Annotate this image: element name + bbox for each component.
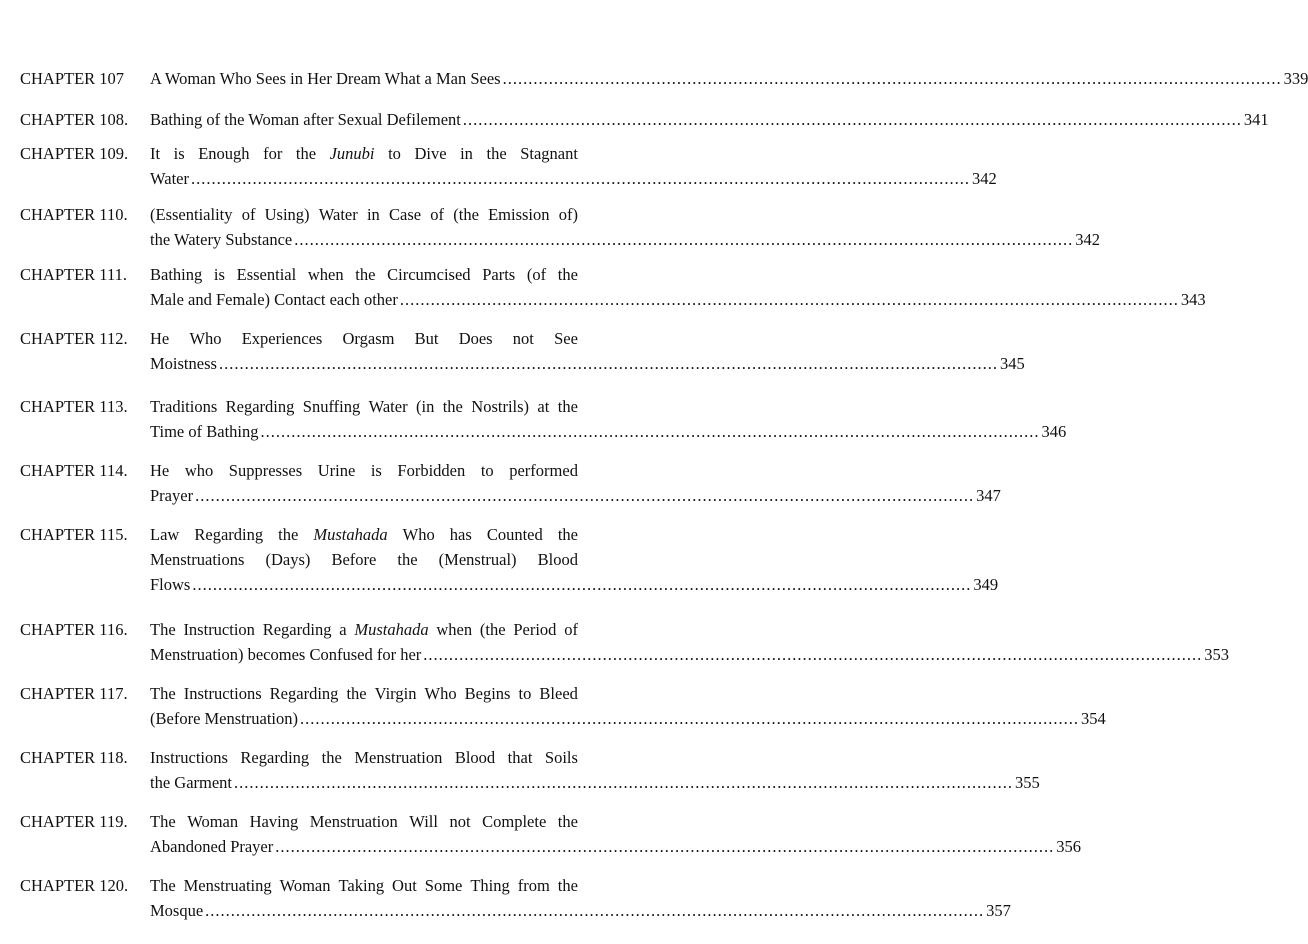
dot-leader: ........................................................................................................................................................ [195,486,975,505]
title-line: He Who Experiences Orgasm But Does not See [150,329,578,348]
title-line: The Instruction Regarding a Mustahada when (the Period of [150,620,578,639]
title-line: The Instructions Regarding the Virgin Who Begins to Bleed [150,684,578,703]
chapter-title [150,873,1011,923]
title-text: Prayer [150,486,194,505]
chapter-title [150,522,999,597]
dot-leader: ........................................................................................................................................................ [275,837,1055,856]
title-line: Instructions Regarding the Menstruation Blood that Soils [150,748,578,767]
chapter-title [150,617,1230,667]
title-line: He who Suppresses Urine is Forbidden to performed [150,461,578,480]
title-text: Mosque [150,901,204,920]
title-line: The Woman Having Menstruation Will not Complete the [150,812,578,831]
chapter-label: CHAPTER 115. [20,525,128,544]
page-number: 356 [1056,837,1082,856]
title-text: Flows [150,575,191,594]
title-line: Traditions Regarding Snuffing Water (in the Nostrils) at the [150,397,578,416]
chapter-label: CHAPTER 120. [20,876,129,895]
chapter-title [150,745,1040,795]
chapter-title [150,141,997,191]
title-line: The Menstruating Woman Taking Out Some Thing from the [150,876,578,895]
chapter-title [150,394,1067,444]
title-text: Moistness [150,354,217,373]
title-text: A Woman Who Sees in Her Dream What a Man Sees [150,69,501,88]
chapter-label: CHAPTER 119. [20,812,128,831]
dot-leader: ........................................................................................................................................................ [462,110,1242,129]
page-number: 353 [1204,645,1230,664]
title-text: Abandoned Prayer [150,837,274,856]
page-number: 355 [1015,773,1040,792]
title-line: Law Regarding the Mustahada Who has Counted the [150,525,578,544]
title-line: Bathing is Essential when the Circumcised Parts (of the [150,265,578,284]
page-number: 342 [1075,230,1100,249]
title-line-with-page [150,419,1067,444]
chapter-title [150,458,1001,508]
chapter-label: CHAPTER 108. [20,110,129,129]
title-line-with-page [150,898,1011,923]
dot-leader: ........................................................................................................................................................ [190,169,970,188]
title-line: It is Enough for the Junubi to Dive in the Stagnant [150,144,578,163]
dot-leader: ........................................................................................................................................................ [399,290,1179,309]
title-text: Bathing of the Woman after Sexual Defilement [150,110,461,129]
page-number: 347 [976,486,1001,505]
chapter-title [150,262,1206,312]
chapter-title [150,66,1308,91]
title-line-with-page [150,351,1025,376]
chapter-title [150,202,1100,252]
chapter-label: CHAPTER 110. [20,205,128,224]
title-line-with-page [150,770,1040,795]
page-number: 339 [1283,69,1308,88]
title-text: the Watery Substance [150,230,293,249]
dot-leader: ........................................................................................................................................................ [205,901,985,920]
page-number: 345 [999,354,1025,373]
chapter-title [150,107,1269,132]
chapter-label: CHAPTER 114. [20,461,128,480]
chapter-label: CHAPTER 107 [20,69,125,88]
chapter-label: CHAPTER 112. [20,329,128,348]
title-text: the Garment [150,773,233,792]
title-line-with-page [150,483,1001,508]
page-number: 342 [971,169,997,188]
title-text: Menstruation) becomes Confused for her [150,645,422,664]
dot-leader: ........................................................................................................................................................ [300,709,1079,728]
page-number: 354 [1081,709,1106,728]
chapter-label: CHAPTER 117. [20,684,128,703]
page-number: 341 [1243,110,1269,129]
title-text: Male and Female) Contact each other [150,290,398,309]
title-line-with-page [150,166,997,191]
page-number: 343 [1180,290,1206,309]
chapter-label: CHAPTER 116. [20,620,128,639]
page-number: 349 [973,575,999,594]
title-text: Time of Bathing [150,422,259,441]
title-line-with-page [150,706,1106,731]
dot-leader: ........................................................................................................................................................ [218,354,998,373]
dot-leader: ........................................................................................................................................................ [502,69,1282,88]
chapter-title [150,326,1025,376]
chapter-title [150,681,1106,731]
chapter-label: CHAPTER 111. [20,265,127,284]
chapter-label: CHAPTER 118. [20,748,128,767]
title-line-with-page [150,834,1082,859]
dot-leader: ........................................................................................................................................................ [423,645,1203,664]
title-line-with-page [150,66,1308,91]
dot-leader: ........................................................................................................................................................ [234,773,1014,792]
title-line-with-page [150,572,999,597]
title-text: Water [150,169,189,188]
dot-leader: ........................................................................................................................................................ [192,575,972,594]
page-number: 346 [1041,422,1067,441]
title-line: Menstruations (Days) Before the (Menstrual) Blood [150,550,578,569]
dot-leader: ........................................................................................................................................................ [260,422,1040,441]
chapter-title [150,809,1082,859]
page-number: 357 [986,901,1011,920]
title-text: (Before Menstruation) [150,709,298,728]
title-line-with-page [150,107,1269,132]
chapter-label: CHAPTER 109. [20,144,129,163]
title-line-with-page [150,287,1206,312]
title-line-with-page [150,227,1100,252]
chapter-label: CHAPTER 113. [20,397,128,416]
title-line-with-page [150,642,1230,667]
title-line: (Essentiality of Using) Water in Case of (the Emission of) [150,205,578,224]
dot-leader: ........................................................................................................................................................ [294,230,1074,249]
